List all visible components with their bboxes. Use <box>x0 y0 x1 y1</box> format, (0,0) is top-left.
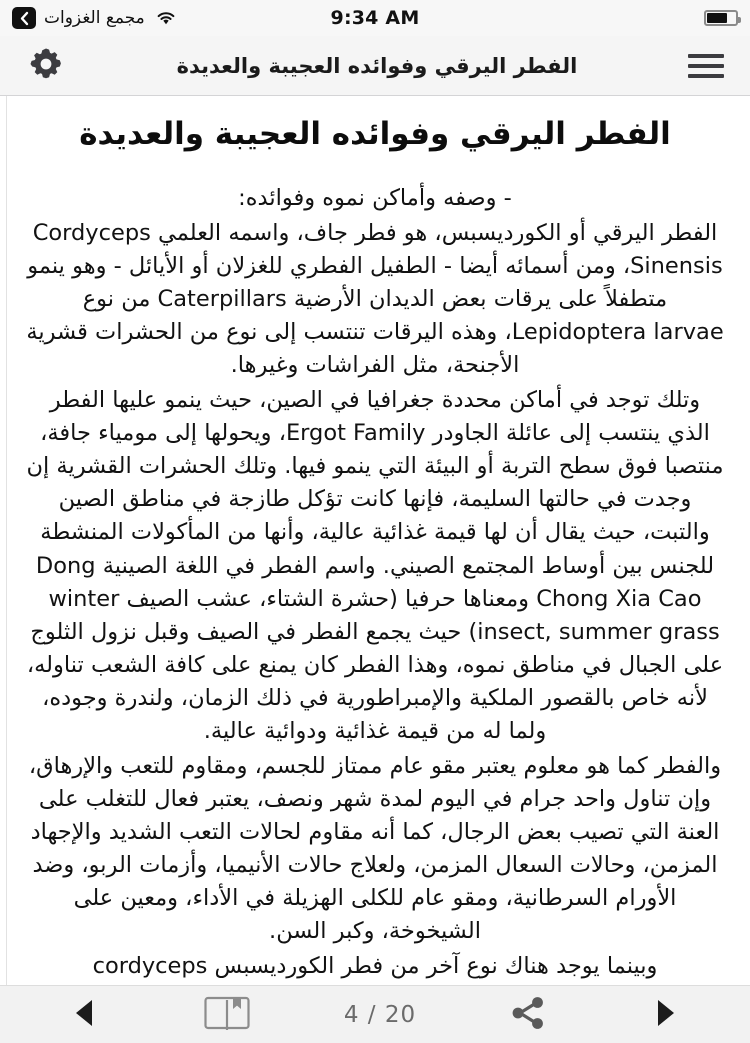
content-edge-rule <box>6 96 7 985</box>
article-paragraph: وتلك توجد في أماكن محددة جغرافيا في الصين، حيث ينمو عليها الفطر الذي ينتسب إلى عائلة الجاودر Ergot Family، ويحولها إلى مومياء جافة، منتصبا فوق سطح التربة أو البيئة التي ينمو فيها. وتلك الحشرات القشرية إن وجدت في حالتها السليمة، فإنها كانت تؤكل طازجة في مناطق الصين والتبت، حيث يقال أن لها قيمة غذائية عالية، وأنها من المأكولات المنشطة للجنس بين أوساط المجتمع الصيني. واسم الفطر في اللغة الصينية Dong Chong Xia Cao ومعناها حرفيا (حشرة الشتاء، عشب الصيف winter insect, summer grass) حيث يجمع الفطر في الصيف وقبل نزول الثلوج على الجبال في مناطق نموه، وهذا الفطر كان يمنع على كافة الشعب تناوله، لأنه خاص بالقصور الملكية والإمبراطورية في ذلك الزمان، ولندرة وجوده، ولما له من قيمة غذائية ودوائية عالية. <box>26 387 724 744</box>
status-bar-clock: 9:34 AM <box>330 7 420 29</box>
battery-icon <box>704 10 738 26</box>
settings-button[interactable] <box>22 40 70 91</box>
article-paragraph: والفطر كما هو معلوم يعتبر مقو عام ممتاز للجسم، ومقاوم للتعب والإرهاق، وإن تناول واحد جرام في اليوم لمدة شهر ونصف، يعتبر فعال للتغلب على العنة التي تصيب بعض الرجال، كما أنه مقاوم لحالات التعب الشديد والإجهاد المزمن، وحالات السعال المزمن، ولعلاج حالات الأنيميا، وأزمات الربو، وضد الأورام السرطانية، ومقو عام للكلى الهزيلة في الأداء، ومعين على الشيخوخة، وكبر السن. <box>28 752 722 945</box>
nav-bar-title: الفطر اليرقي وفوائده العجيبة والعديدة <box>176 53 578 78</box>
nav-bar <box>0 36 750 96</box>
previous-page-button[interactable] <box>60 991 110 1038</box>
page-indicator: 4 / 20 <box>343 1001 417 1028</box>
bottom-toolbar <box>0 985 750 1043</box>
share-button[interactable] <box>499 989 557 1040</box>
hamburger-menu-icon <box>688 54 724 78</box>
article-scroll-area[interactable] <box>0 96 750 985</box>
status-bar-right <box>704 10 738 26</box>
next-triangle-icon <box>650 997 680 1032</box>
bookmark-button[interactable] <box>193 988 261 1041</box>
article-title: الفطر اليرقي وفوائده العجيبة والعديدة <box>79 116 671 152</box>
previous-triangle-icon <box>70 997 100 1032</box>
share-icon <box>509 995 547 1034</box>
article-paragraph: الفطر اليرقي أو الكورديسبس، هو فطر جاف، واسمه العلمي Cordyceps Sinensis، ومن أسمائه أيضا - الطفيل الفطري للغزلان أو الأيائل - وهو ينمو متطفلاً على يرقات بعض الديدان الأرضية Caterpillars من نوع Lepidoptera larvae، وهذه اليرقات تنتسب إلى نوع من الحشرات قشرية الأجنحة، مثل الفراشات وغيرها. <box>26 219 724 379</box>
wifi-icon <box>155 10 177 26</box>
menu-button[interactable] <box>684 50 728 82</box>
article-body <box>0 96 750 983</box>
open-book-bookmark-icon <box>203 994 251 1035</box>
status-bar <box>0 0 750 36</box>
article-paragraph: - وصفه وأماكن نموه وفوائده: <box>238 184 512 211</box>
status-app-name[interactable]: مجمع الغزوات <box>44 8 145 28</box>
back-chevron-icon[interactable] <box>12 7 36 29</box>
next-page-button[interactable] <box>640 991 690 1038</box>
article-paragraph: وبينما يوجد هناك نوع آخر من فطر الكورديسبس cordyceps <box>92 953 658 980</box>
status-bar-left <box>12 7 177 29</box>
gear-icon <box>26 44 66 87</box>
